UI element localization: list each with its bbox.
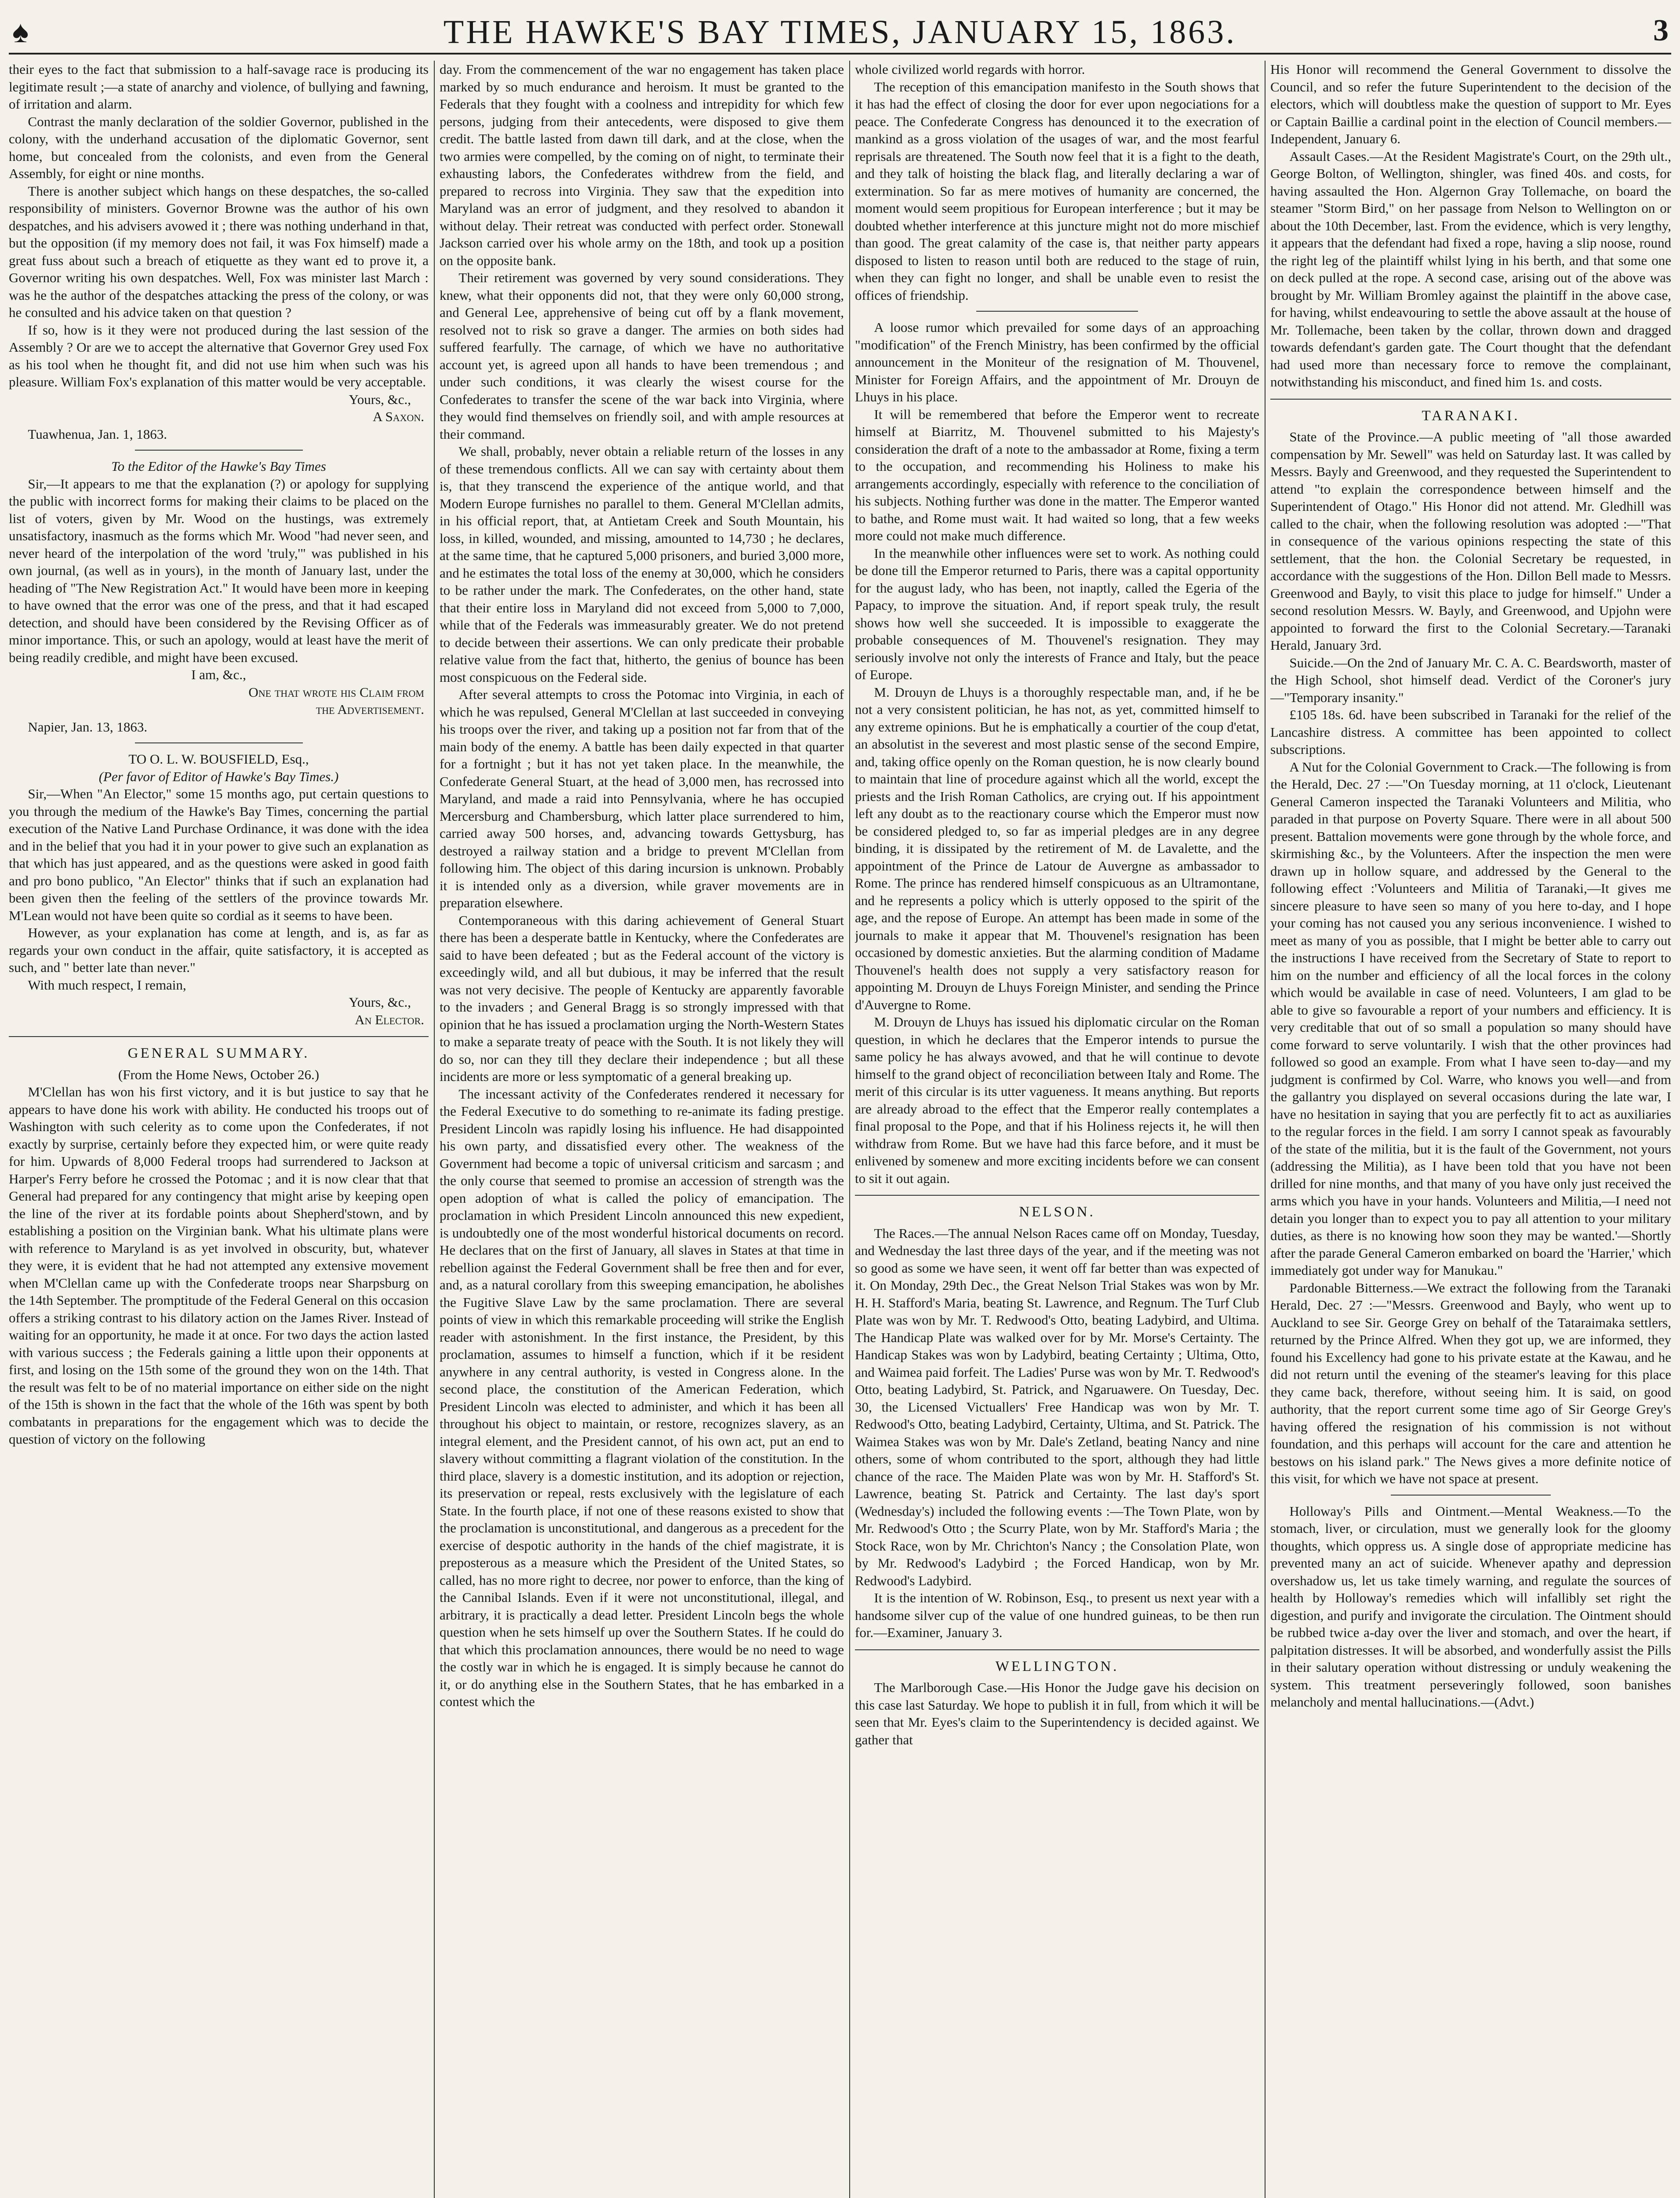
- divider: [135, 450, 303, 451]
- letter-subheading: (Per favor of Editor of Hawke's Bay Times.): [98, 768, 339, 784]
- letter-to-bousfield: [9, 750, 429, 1028]
- letter-heading: TO O. L. W. BOUSFIELD, Esq.,: [128, 751, 309, 767]
- article-paragraph: M. Drouyn de Lhuys has issued his diplomatic circular on the Roman question, in which he declares that the Emperor intends to pursue the same policy he has always avowed, and that he will continue to devote himself to the grand object of reconciliation between Italy and Rome. The merit of this circular is its utter vagueness. It means anything. But reports are already abroad to the effect that the Emperor really contemplates a final proposal to the Pope, and that if his Holiness rejects it, he will then withdraw from Rome. But we have had this farce before, and it must be enlivened by somenew and more exciting incidents before we can consent to sit it out again.: [855, 1014, 1259, 1186]
- section-heading: GENERAL SUMMARY.: [127, 1045, 310, 1061]
- article-paragraph: If so, how is it they were not produced during the last session of the Assembly ? Or are we to accept the alternative that Governor Grey used Fox as his tool when he thought fit, and did not use him when such was his pleasure. William Fox's explanation of this matter would be very acceptable.: [9, 322, 429, 389]
- divider: [976, 311, 1138, 312]
- column-2: [440, 61, 844, 2198]
- article-paragraph: Sir,—It appears to me that the explanation (?) or apology for supplying the public with incorrect forms for making their claims to be placed on the list of voters, given by Mr. Wood on the hustings, was extremely unsatisfactory, inasmuch as the forms which Mr. Wood "had never seen, and never heard of the interpolation of the word 'truly,'" was published in his own journal, (as well as in yours), in the month of January last, under the heading of "The New Registration Act." It would have been more in keeping to have owned that the error was one of the press, and that it had escaped detection, and should have been considered by the Revising Officer as of minor importance. This, or such an apology, would at least have the merit of being readily credible, and might have been excused.: [9, 476, 429, 665]
- article-paragraph: Sir,—When "An Elector," some 15 months ago, put certain questions to you through the medium of the Hawke's Bay Times, concerning the partial execution of the Native Land Purchase Ordinance, it was done with the idea and in the belief that you had it in your power to give such an explanation as that which has just appeared, and as the questions were asked in good faith and pro bono publico, "An Elector" thinks that if such an explanation had been given then the feeling of the settlers of the province towards Mr. M'Lean would not have been quite so cordial as it seems to have been.: [9, 786, 429, 923]
- letter-place-date: Napier, Jan. 13, 1863.: [28, 719, 148, 735]
- article-paragraph: It will be remembered that before the Emperor went to recreate himself at Biarritz, M. Thouvenel submitted to his Majesty's consideration the draft of a note to the ambassador at Rome, fixing a term to the occupation, and recommending his Holiness to make his arrangements accordingly, especially with reference to the conciliation of his subjects. Nothing further was done in the matter. The Emperor wanted to bathe, and Rome must wait. It had waited so long, that a few weeks more could not make much difference.: [855, 406, 1259, 543]
- printers-mark-icon: ♠: [12, 15, 29, 49]
- letter-signature: One that wrote his Claim from: [248, 684, 424, 700]
- letter-closing: I am, &c.,: [191, 667, 246, 682]
- article-paragraph: Contrast the manly declaration of the soldier Governor, published in the colony, with the underhand accusation of the diplomatic Governor, sent home, but concealed from the colonists, and even from the General Assembly, for eight or nine months.: [9, 113, 429, 181]
- article-paragraph: There is another subject which hangs on these despatches, the so-called responsibility of ministers. Governor Browne was the author of his own despatches, and his advisers avowed it ; there was nothing underhand in that, but the opposition (if my memory does not fail, it was Fox himself) made a great fuss about such a breach of etiquette as they want ed to prove it, a Governor writing his own despatches. Well, Fox was minister last March : was he the author of the despatches attacking the press of the colony, or was he consulted and his advice taken on that question ?: [9, 183, 429, 320]
- article-paragraph: M'Clellan has won his first victory, and it is but justice to say that he appears to have done his work with ability. He conducted his troops out of Washington with such celerity as to come upon the Confederates, if not exactly by surprise, certainly before they expected him, or were quite ready for him. Upwards of 8,000 Federal troops had surrendered to Jackson at Harper's Ferry before he crossed the Potomac ; and it is now clear that that General had prepared for any contingency that might arise by keeping open the line of the river at its fordable points about Shepherd'stown, and by establishing a position on the Virginian bank. What his ultimate plans were with reference to Maryland is as yet involved in obscurity, but, whatever they were, it is evident that he had not attempted any extensive movement when M'Clellan came up with the Confederate troops near Sharpsburg on the 14th September. The promptitude of the Federal General on this occasion offers a striking contrast to his dilatory action on the James River. Instead of waiting for an opportunity, he made it at once. For two days the action lasted with various success ; the Federals gaining a little upon their opponents at first, and losing on the 15th some of the ground they won on the 14th. That the result was felt to be of no material importance on either side on the night of the 15th is shown in the fact that the whole of the 16th was spent by both combatants in preparations for the engagement which was to decide the question of victory on the following: [9, 1084, 429, 1447]
- divider: [135, 742, 303, 743]
- column-4: [1270, 61, 1671, 2198]
- article-paragraph: Contemporaneous with this daring achievement of General Stuart there has been a desperate battle in Kentucky, where the Confederates are said to have been defeated ; but as the Federal account of the victory is exceedingly wild, and all but dubious, it may be inferred that the result was not very decisive. The people of Kentucky are apparently favorable to the invaders ; and General Bragg is so strongly impressed with that opinion that he has issued a proclamation urging the North-Western States to make a separate treaty of peace with the South. It is not likely they will do so, nor can they till they declare their independence ; but all these incidents are more or less symptomatic of a general breaking up.: [440, 912, 844, 1084]
- letter-heading: To the Editor of the Hawke's Bay Times: [111, 459, 326, 474]
- source-note: (From the Home News, October 26.): [118, 1066, 320, 1082]
- newspaper-title: THE HAWKE'S BAY TIMES, JANUARY 15, 1863.: [443, 14, 1237, 51]
- divider: [1270, 399, 1671, 400]
- section-heading: TARANAKI.: [1422, 408, 1520, 424]
- letter-signature: the Advertisement.: [316, 702, 424, 717]
- divider: [1391, 1495, 1551, 1496]
- article-paragraph: With much respect, I remain,: [28, 977, 186, 993]
- article-paragraph: The Races.—The annual Nelson Races came off on Monday, Tuesday, and Wednesday the last three days of the year, and if the meeting was not so good as some we have seen, it went off far better than was expected of it. On Monday, 29th Dec., the Great Nelson Trial Stakes was won by Mr. H. H. Stafford's Maria, beating St. Lawrence, and Regnum. The Turf Club Plate was won by Mr. T. Redwood's Otto, beating Ladybird, and Ultima. The Handicap Plate was walked over for by Mr. Morse's Certainty. The Handicap Stakes was won by Ladybird, beating Certainty ; Ultima, Otto, and Waimea paid forfeit. The Ladies' Purse was won by Mr. T. Redwood's Otto, beating Ladybird, St. Patrick, and Ngaruawere. On Tuesday, Dec. 30, the Licensed Victuallers' Free Handicap was won by Mr. T. Redwood's Otto, beating Ladybird, Certainty, Ultima, and St. Patrick. The Waimea Stakes was won by Mr. Dale's Zetland, beating Nancy and nine others, some of whom contributed to the sport, although they had little chance of the race. The Maiden Plate was won by Mr. H. Stafford's St. Lawrence, beating St. Patrick and Certainty. The last day's sport (Wednesday's) included the following events :—The Town Plate, won by Mr. Redwood's Otto ; the Scurry Plate, won by Mr. Stafford's Maria ; the Stock Race, won by Mr. Chrichton's Nancy ; the Consolation Plate, won by Mr. Redwood's Ladybird ; the Forced Handicap, won by Mr. Redwood's Ladybird.: [855, 1225, 1259, 1588]
- article-paragraph: day. From the commencement of the war no engagement has taken place marked by so much endurance and heroism. It must be granted to the Federals that they fought with a coolness and intrepidity for which few persons, judging from their antecedents, were disposed to give them credit. The battle lasted from dawn till dark, and at the close, when the two armies were compelled, by the coming on of night, to terminate their exhausting labors, the Confederates withdrew from the field, and prepared to recross into Virginia. They saw that the expedition into Maryland was an error of judgment, and they resolved to abandon it without delay. Their retreat was conducted with perfect order. Stonewall Jackson carried over his whole army on the 18th, and took up a position on the opposite bank.: [440, 62, 844, 268]
- general-summary: [9, 1045, 429, 1448]
- article-paragraph: After several attempts to cross the Potomac into Virginia, in each of which he was repulsed, General M'Clellan at last succeeded in conveying his troops over the river, and taking up a position not far from that of the main body of the enemy. A battle has been daily expected in that quarter for a fortnight ; but it has not yet taken place. In the meanwhile, the Confederate General Stuart, at the head of 3,000 men, has recrossed into Maryland, and made a raid into Pennsylvania, where he has occupied Mercersburg and Chambersburg, which latter place surrendered to him, carried away 500 horses, and, advancing towards Gettysburg, has destroyed a railway station and a bridge to prevent M'Clellan from following him. The object of this daring incursion is unknown. Probably it is intended only as a diversion, while graver movements are in preparation elsewhere.: [440, 687, 844, 910]
- taranaki-section: [1270, 408, 1671, 1488]
- column-rule: [434, 61, 435, 2198]
- letter-to-editor: [9, 458, 429, 735]
- article-paragraph: their eyes to the fact that submission to a half-savage race is producing its legitimate result ;—a state of anarchy and violence, of bullying and fawning, of irritation and alarm.: [9, 62, 429, 112]
- column-rule: [849, 61, 850, 2198]
- article-paragraph: £105 18s. 6d. have been subscribed in Taranaki for the relief of the Lancashire distress. A committee has been appointed to collect subscriptions.: [1270, 707, 1671, 757]
- article-paragraph: His Honor will recommend the General Government to dissolve the Council, and so refer the future Superintendent to the decision of the electors, which will doubtless make the question of support to Mr. Eyes or Captain Baillie a cardinal point in the election of Council members.—Independent, January 6.: [1270, 62, 1671, 146]
- letter-place-date: Tuawhenua, Jan. 1, 1863.: [28, 426, 167, 442]
- wellington-section: [855, 1658, 1259, 1749]
- article-paragraph: However, as your explanation has come at length, and is, as far as regards your own conduct in the affair, quite satisfactory, it is accepted as such, and " better late than never.": [9, 925, 429, 975]
- article-paragraph: Pardonable Bitterness.—We extract the following from the Taranaki Herald, Dec. 27 :—"Messrs. Greenwood and Bayly, who went up to Auckland to see Sir. George Grey on behalf of the Tataraimaka settlers, returned by the Prince Alfred. When they got up, we are informed, they found his Excellency had gone to his private estate at the Kawau, and he did not return until the evening of the steamer's leaving for this place they came back, therefore, without seeing him. It is said, on good authority, that the report current some time ago of Sir George Grey's having offered the resignation of his commission is not without foundation, and this perhaps will account for the care and attention he bestows on his island park." The News gives a more definite notice of this visit, for which we have not space at present.: [1270, 1280, 1671, 1486]
- letter-closing: Yours, &c.,: [349, 391, 411, 407]
- saxon-letter: [9, 61, 429, 443]
- letter-signature: A Saxon.: [373, 409, 424, 424]
- letter-closing: Yours, &c.,: [349, 994, 411, 1010]
- article-paragraph: The reception of this emancipation manifesto in the South shows that it has had the effect of closing the door for ever upon negociations for a peace. The Confederate Congress has denounced it to the execration of mankind as a gross violation of the usages of war, and the most fearful reprisals are threatened. The South now feel that it is a fight to the death, and they talk of hoisting the black flag, and literally declaring a war of extermination. So far as mere motives of humanity are concerned, the moment would seem propitious for European interference ; but it may be doubted whether interference at this juncture might not do more mischief than good. The great calamity of the case is, that neither party appears disposed to listen to reason until both are reduced to the stage of ruin, when they can fight no longer, and shall be unable even to resist the offices of friendship.: [855, 79, 1259, 303]
- article-paragraph: The Marlborough Case.—His Honor the Judge gave his decision on this case last Saturday. We hope to publish it in full, from which it will be seen that Mr. Eyes's claim to the Superintendency is decided against. We gather that: [855, 1680, 1259, 1747]
- article-paragraph: Suicide.—On the 2nd of January Mr. C. A. C. Beardsworth, master of the High School, shot himself dead. Verdict of the Coroner's jury—"Temporary insanity.": [1270, 655, 1671, 705]
- article-paragraph: A Nut for the Colonial Government to Crack.—The following is from the Herald, Dec. 27 :—"On Tuesday morning, at 11 o'clock, Lieutenant General Cameron inspected the Taranaki Volunteers and Militia, who paraded in that purpose on Poverty Square. There were in all about 500 present. Battalion movements were gone through by the whole force, and skirmishing &c., by the Volunteers. After the inspection the men were drawn up in hollow square, and addressed by the General to the following effect :'Volunteers and Militia of Taranaki,—It gives me sincere pleasure to have seen so many of you here to-day, and I hope your coming has not caused you any serious inconvenience. I wished to meet as many of you as possible, that I might be better able to carry out the instructions I have received from the Secretary of State to report to him on the number and efficiency of all the local forces in the colony which would be available in case of need. Volunteers, I am glad to be able to give so favourable a report of your numbers and efficiency. It is very creditable that out of so small a population so many should have come forward to serve voluntarily. I wish that the other provinces had followed so good an example. From what I have seen to-day—and my judgment is confirmed by Col. Warre, who knows you well—and from the gallantry you displayed on several occasions during the late war, I have no hesitation in saying that you are perfectly fit to act as auxiliaries to the regular forces in the field. I am sorry I cannot speak as favourably of the state of the militia, but it is the fault of the Government, not yours (addressing the Militia), as I have been told that you have not been drilled for nine months, and that many of you have only just received the arms which you have in your hands. Volunteers and Militia,—I need not detain you longer than to expect you to pay all attention to your military duties, as there is no knowing how soon they may be wanted.'—Shortly after the parade General Cameron embarked on board the 'Harrier,' which immediately got under way for Manukau.": [1270, 759, 1671, 1278]
- section-heading: NELSON.: [1019, 1204, 1095, 1220]
- page-number: 3: [1653, 14, 1669, 47]
- divider: [855, 1195, 1259, 1196]
- french-ministry-article: [855, 319, 1259, 1187]
- nelson-section: [855, 1204, 1259, 1641]
- divider: [855, 1649, 1259, 1650]
- article-paragraph: whole civilized world regards with horror.: [855, 62, 1085, 77]
- article-paragraph: State of the Province.—A public meeting of "all those awarded compensation by Mr. Sewell" was held on Saturday last. It was called by Messrs. Bayly and Greenwood, and they requested the Superintendent to attend "to explain the correspondence between himself and the Superintendent of Otago." His Honor did not attend. Mr. Gledhill was called to the chair, when the following resolution was adopted :—"That in consequence of the various opinions respecting the state of this settlement, that the hon. the Colonial Secretary be requested, in accordance with the suggestions of the Hon. Dillon Bell made to Messrs. Greenwood and Bayly, to visit this place to judge for himself." Under a second resolution Messrs. W. Bayly, and Greenwood, and Upjohn were appointed to forward the first to the Colonial Secretary.—Taranaki Herald, January 3rd.: [1270, 429, 1671, 653]
- column-1: [9, 61, 429, 2198]
- section-heading: WELLINGTON.: [995, 1658, 1119, 1674]
- column-3: [855, 61, 1259, 2198]
- article-paragraph: M. Drouyn de Lhuys is a thoroughly respectable man, and, if he be not a very consistent politician, he has not, as yet, committed himself to any extreme opinions. But he is emphatically a courtier of the coup d'etat, an absolutist in the severest and most plastic sense of the second Empire, and, taking office openly on the Roman question, he is now clearly bound to maintain that line of procedure against which all the world, except the priests and the Irish Roman Catholics, are crying out. If his appointment left any doubt as to the reactionary course which the Emperor must now be considered pledged to, so far as imperial pledges are in any degree binding, it is dissipated by the retirement of M. de Lavalette, and the appointment of the Prince de Latour de Auvergne as ambassador to Rome. The prince has rendered himself conspicuous as an Ultramontane, and he represents a policy which is utterly opposed to the spirit of the age, and the repose of Europe. An attempt has been made in some of the journals to make it appear that M. Thouvenel's resignation has been occasioned by domestic anxieties. But the alarming condition of Madame Thouvenel's health does not supply a very satisfactory reason for appointing M. Drouyn de Lhuys Foreign Minister, and sending the Prince d'Auvergne to Rome.: [855, 684, 1259, 1012]
- article-paragraph: We shall, probably, never obtain a reliable return of the losses in any of these tremendous conflicts. All we can say with certainty about them is, that they transcend the experience of the antique world, and that Modern Europe furnishes no parallel to them. General M'Clellan admits, in his official report, that, at Antietam Creek and South Mountain, his loss, in killed, wounded, and missing, amounted to 14,730 ; he declares, at the same time, that he captured 5,000 prisoners, and buried 3,000 more, and he estimates the total loss of the enemy at 30,000, which he considers to be rather under the mark. The Confederates, on the other hand, state that their entire loss in Maryland did not exceed from 5,000 to 7,000, while that of the Federals was immeasurably greater. We do not pretend to decide between their assertions. We can only predicate their probable relative value from the fact that, hitherto, the genius of bounce has been most conspicuous on the Federal side.: [440, 444, 844, 685]
- article-paragraph: The incessant activity of the Confederates rendered it necessary for the Federal Executive to do something to re-animate its fading prestige. President Lincoln was rapidly losing his influence. He had disappointed his own party, and dissatisfied every other. The weakness of the Government had become a topic of universal criticism and sarcasm ; and the only course that seemed to promise an accession of strength was the open adoption of what is called the policy of emancipation. The proclamation in which President Lincoln announced this new expedient, is undoubtedly one of the most wonderful historical documents on record. He declares that on the first of January, all slaves in States at that time in rebellion against the Federal Government shall be free then and for ever, and, as a natural corollary from this sweeping emancipation, he abolishes the Fugitive Slave Law by the same proclamation. There are several points of view in which this remarkable proceeding will strike the English reader with astonishment. In the first instance, the President, by this proclamation, assumes to himself a function, which if it be resident anywhere in any central authority, is vested in Congress alone. In the second place, the constitution of the American Federation, which President Lincoln was elected to administer, and which it has been all throughout his object to maintain, or restore, recognizes slavery, as an integral element, and the President cannot, of his own act, put an end to slavery without committing a flagrant violation of the constitution. In the third place, slavery is a domestic institution, and its adoption or rejection, its preservation or repeal, rests exclusively with the legislature of each State. In the fourth place, if not one of these reasons existed to show that the proclamation is unconstitutional, and dangerous as a precedent for the exercise of despotic authority in the hands of the chief magistrate, it is preposterous as a measure which the President of the United States, so called, has no more right to decree, nor power to enforce, than the king of the Cannibal Islands. Even if it were not unconstitutional, illegal, and arbitrary, it is practically a dead letter. President Lincoln begs the whole question when he sets himself up over the Southern States. If he could do that which this proclamation announces, there would be no need to wage the costly war in which he is engaged. It is simply because he cannot do it, or do anything else in the Southern States, that he has embarked in a contest which the: [440, 1086, 844, 1709]
- article-paragraph: Assault Cases.—At the Resident Magistrate's Court, on the 29th ult., George Bolton, of Wellington, shingler, was fined 40s. and costs, for having assaulted the Hon. Algernon Gray Tollemache, on board the steamer "Storm Bird," on her passage from Nelson to Wellington on or about the 10th December, last. From the evidence, which is very lengthy, it appears that the defendant had fixed a rope, having a slip noose, round the right leg of the plaintiff whilst lying in his berth, and that some one on deck pulled at the rope. A second case, arising out of the above was brought by Mr. William Bromley against the plaintiff in the above case, for having, whilst endeavouring to settle the above assault at the house of Mr. Tollemache, been taken by the collar, thrown down and dragged towards defendant's garden gate. The Court thought that the defendant had used more than necessary force to remove the complainant, notwithstanding his misconduct, and fined him 1s. and costs.: [1270, 148, 1671, 389]
- divider: [9, 1036, 429, 1037]
- article-paragraph: Their retirement was governed by very sound considerations. They knew, what their opponents did not, that they were only 60,000 strong, and General Lee, apprehensive of being cut off by a flank movement, resolved not to risk so grave a danger. The armies on both sides had suffered fearfully. The carnage, of which we have no authoritative account yet, is agreed upon all hands to have been tremendous ; and under such conditions, it was clearly the wisest course for the Confederates to transfer the scene of the war back into Virginia, where they would find themselves on friendly soil, and with ample resources at their command.: [440, 270, 844, 442]
- article-paragraph: It is the intention of W. Robinson, Esq., to present us next year with a handsome silver cup of the value of one hundred guineas, to be then run for.—Examiner, January 3.: [855, 1590, 1259, 1640]
- letter-signature: An Elector.: [355, 1012, 424, 1027]
- masthead: [9, 9, 1671, 55]
- article-paragraph: In the meanwhile other influences were set to work. As nothing could be done till the Emperor returned to Paris, there was a capital opportunity for the august lady, who has been, not inaptly, called the Egeria of the Papacy, to improve the situation. And, if report speak truly, the result shows how well she succeeded. It is impossible to exaggerate the probable consequences of M. Thouvenel's resignation. They may seriously involve not only the interests of France and Italy, but the peace of Europe.: [855, 545, 1259, 682]
- article-paragraph: A loose rumor which prevailed for some days of an approaching "modification" of the French Ministry, has been confirmed by the official announcement in the Moniteur of the resignation of M. Thouvenel, Minister for Foreign Affairs, and the appointment of Mr. Drouyn de Lhuys in his place.: [855, 320, 1259, 404]
- advertisement-paragraph: Holloway's Pills and Ointment.—Mental Weakness.—To the stomach, liver, or circulation, must we generally look for the gloomy thoughts, which oppress us. A single dose of appropriate medicine has prevented many an act of suicide. Whenever apathy and depression overshadow us, let us take timely warning, and regulate the sources of health by Holloway's remedies which will infallibly set right the digestion, and purify and invigorate the circulation. The Ointment should be rubbed twice a-day over the liver and stomach, and over the heart, if palpitation distresses. It will be absorbed, and wonderfully assist the Pills in their salutary operation without distressing or unduly weakening the system. This treatment perseveringly followed, soon banishes melancholy and mental hallucinations.—(Advt.): [1270, 1503, 1671, 1710]
